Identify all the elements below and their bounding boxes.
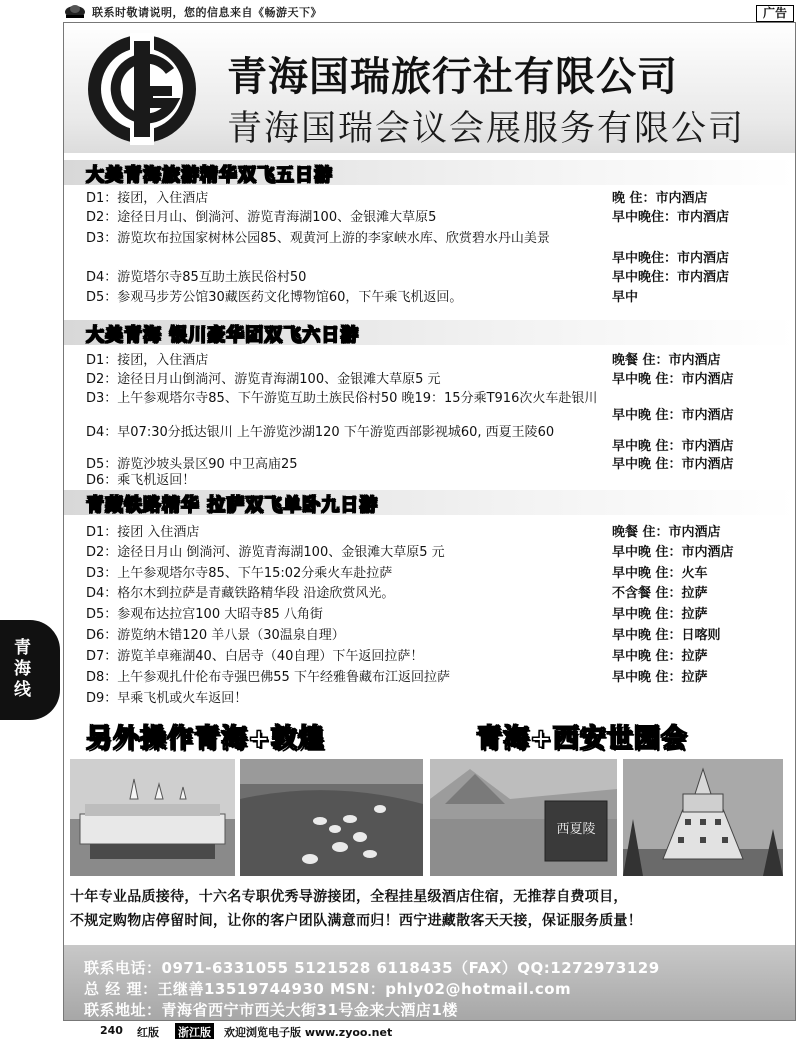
- top-bar: [0, 0, 800, 22]
- tour-3-day-2: D2：途径日月山 倒淌河、游览青海湖100、金银滩大草原5 元: [86, 545, 445, 560]
- tour-3-header: [64, 490, 795, 515]
- tour-1-meal-2: 早中晚住：市内酒店: [612, 210, 730, 225]
- sign-text: 西夏陵: [556, 822, 596, 837]
- company-name-convention: 青海国瑞会议会展服务有限公司: [227, 109, 746, 149]
- tour-2-day-1: D1：接团，入住酒店: [86, 353, 209, 368]
- ad-tag: 广告: [756, 5, 794, 22]
- promo-qinghai-dunhuang: 另外操作青海+敦煌: [86, 724, 325, 754]
- tour-2-meal-5: 早中晚 住：市内酒店: [612, 457, 734, 472]
- tour-3-day-4: D4：格尔木到拉萨是青藏铁路精华段 沿途欣赏风光。: [86, 586, 395, 601]
- tour-3-title: 青藏铁路精华 拉萨双飞单卧九日游: [86, 495, 379, 516]
- tour-1-header: [64, 160, 795, 185]
- tour-3-meal-3: 早中晚 住：火车: [612, 566, 708, 581]
- tour-3-meal-1: 晚餐 住：市内酒店: [612, 525, 721, 540]
- promo-qinghai-xian-expo: 青海+西安世园会: [476, 724, 688, 754]
- service-slogan-line-1: 十年专业品质接待，十六名专职优秀导游接团，全程挂星级酒店住宿，无推荐自费项目，: [70, 889, 628, 905]
- tour-2-meal-3: 早中晚 住：市内酒店: [612, 408, 734, 423]
- tour-2-header: [64, 320, 795, 345]
- photo-sheep-grassland: [240, 759, 423, 876]
- photo-western-xia-tombs: [430, 759, 617, 876]
- tour-3-meal-4: 不含餐 住：拉萨: [612, 586, 708, 601]
- tour-1-day-4: D4：游览塔尔寺85互助土族民俗村50: [86, 270, 307, 285]
- tour-1-meal-5: 早中: [612, 290, 639, 305]
- region-side-tab-label: 青海线: [14, 638, 31, 700]
- tour-1-title: 大美青海旅游精华双飞五日游: [86, 165, 333, 186]
- photo-tibetan-stupa-image: [623, 759, 783, 876]
- photo-boat-pagodas: [70, 759, 235, 876]
- company-name-travel: 青海国瑞旅行社有限公司: [227, 54, 678, 100]
- source-notice: 联系时敬请说明，您的信息来自《畅游天下》: [92, 6, 322, 19]
- service-slogan-line-2: 不规定购物店停留时间，让你的客户团队满意而归！西宁进藏散客天天接，保证服务质量！: [70, 913, 642, 929]
- tour-3-day-5: D5：参观布达拉宫100 大昭寺85 八角街: [86, 607, 323, 622]
- tour-3-day-8: D8：上午参观扎什伦布寺强巴佛55 下午经雅鲁藏布江返回拉萨: [86, 670, 450, 685]
- contact-phone: 联系电话：0971-6331055 5121528 6118435（FAX）QQ:1272973129: [84, 959, 660, 977]
- tour-3-meal-8: 早中晚 住：拉萨: [612, 670, 708, 685]
- region-side-tab: [0, 620, 60, 720]
- photo-tibetan-stupa: [623, 759, 783, 876]
- website-link[interactable]: 欢迎浏览电子版 www.zyoo.net: [224, 1026, 393, 1039]
- tour-2-day-2: D2：途径日月山倒淌河、游览青海湖100、金银滩大草原5 元: [86, 372, 441, 387]
- tour-2-day-3: D3：上午参观塔尔寺85、下午游览互助土族民俗村50 晚19：15分乘T916次火车赴银川: [86, 391, 598, 406]
- tour-1-day-5: D5：参观马步芳公馆30藏医药文化博物馆60，下午乘飞机返回。: [86, 290, 463, 305]
- page-footer: [0, 1022, 800, 1039]
- photo-western-xia-tombs-image: [430, 759, 617, 876]
- tour-3-day-9: D9：早乘飞机或火车返回！: [86, 691, 248, 706]
- tour-2-meal-1: 晚餐 住：市内酒店: [612, 353, 721, 368]
- tour-3-day-6: D6：游览纳木错120 羊八景（30温泉自理）: [86, 628, 345, 643]
- photo-boat-pagodas-image: [70, 759, 235, 876]
- region-badge: 浙江版: [175, 1023, 214, 1039]
- tour-3-meal-5: 早中晚 住：拉萨: [612, 607, 708, 622]
- tour-3-meal-6: 早中晚 住：日喀则: [612, 628, 721, 643]
- tour-2-title: 大美青海 银川豪华团双飞六日游: [86, 325, 360, 346]
- brand-header: [64, 23, 795, 153]
- tour-1-day-2: D2：途径日月山、倒淌河、游览青海湖100、金银滩大草原5: [86, 210, 437, 225]
- tour-2-day-4: D4：早07:30分抵达银川 上午游览沙湖120 下午游览西部影视城60, 西夏王陵60: [86, 425, 555, 440]
- edition-label: 红版: [137, 1026, 159, 1039]
- tour-3-day-1: D1：接团 入住酒店: [86, 525, 200, 540]
- tour-3-meal-2: 早中晚 住：市内酒店: [612, 545, 734, 560]
- tour-1-meal-1: 晚 住：市内酒店: [612, 191, 708, 206]
- tour-1-meal-3: 早中晚住：市内酒店: [612, 251, 730, 266]
- tour-2-meal-2: 早中晚 住：市内酒店: [612, 372, 734, 387]
- tour-2-day-6: D6：乘飞机返回！: [86, 473, 196, 488]
- contact-manager: 总 经 理：王继善13519744930 MSN：phly02@hotmail.com: [84, 980, 572, 998]
- magazine-logo-icon: [64, 3, 86, 19]
- photo-sheep-grassland-image: [240, 759, 423, 876]
- contact-block: [64, 945, 795, 1020]
- tour-3-day-7: D7：游览羊卓雍湖40、白居寺（40自理）下午返回拉萨！: [86, 649, 424, 664]
- tour-3-day-3: D3：上午参观塔尔寺85、下午15:02分乘火车赴拉萨: [86, 566, 393, 581]
- tour-2-day-5: D5：游览沙坡头景区90 中卫高庙25: [86, 457, 298, 472]
- tour-3-meal-7: 早中晚 住：拉萨: [612, 649, 708, 664]
- tour-1-meal-4: 早中晚住：市内酒店: [612, 270, 730, 285]
- contact-address: 联系地址：青海省西宁市西关大街31号金来大酒店1楼: [84, 1001, 458, 1019]
- tour-1-day-3: D3：游览坎布拉国家树林公园85、观黄河上游的李家峡水库、欣赏碧水丹山美景: [86, 231, 550, 246]
- company-logo-icon: [86, 33, 198, 145]
- page-number: 240: [100, 1024, 123, 1037]
- tour-1-day-1: D1：接团，入住酒店: [86, 191, 209, 206]
- tour-2-meal-4: 早中晚 住：市内酒店: [612, 439, 734, 454]
